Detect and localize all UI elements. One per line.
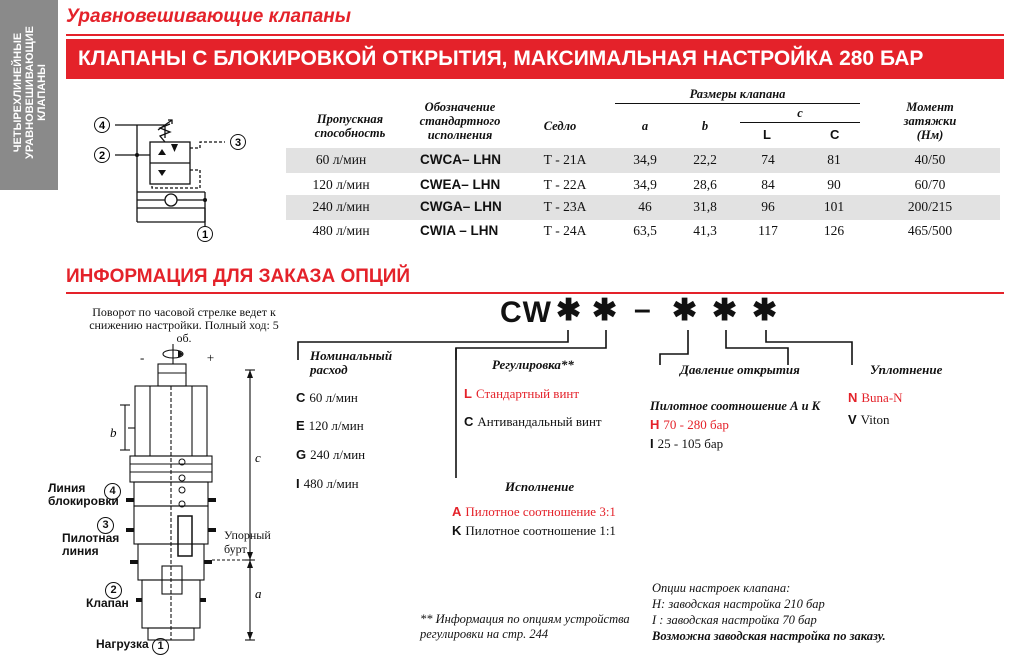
cell-seat: Т - 22А	[543, 177, 587, 192]
adjust-option: L Стандартный винт	[464, 386, 580, 401]
adjust-heading: Регулировка**	[492, 357, 574, 372]
header-L: L	[763, 127, 771, 142]
cell-C: 81	[827, 152, 841, 167]
header-designation: Обозначение стандартного исполнения	[419, 100, 501, 142]
rotation-plus: +	[206, 350, 215, 365]
order-title: ИНФОРМАЦИЯ ДЛЯ ЗАКАЗА ОПЦИЙ	[66, 266, 411, 287]
design-heading: Исполнение	[505, 479, 575, 494]
cell-b: 22,2	[693, 152, 717, 167]
header-b: b	[701, 119, 709, 133]
header-seat: Седло	[543, 119, 577, 133]
banner	[66, 39, 1004, 79]
settings-note: Возможна заводская настройка по заказу.	[652, 629, 886, 643]
table-row	[286, 219, 1000, 244]
header-flow: Пропускная способность	[314, 112, 386, 140]
title-rule	[66, 34, 1004, 36]
cell-flow: 480 л/мин	[312, 223, 370, 238]
code-dash: –	[634, 293, 651, 326]
cell-L: 117	[758, 223, 778, 238]
adjust-option: C Антивандальный винт	[464, 414, 602, 429]
seal-option: V Viton	[848, 412, 890, 427]
valve-label: Клапан	[86, 596, 129, 610]
code-star-5: ✱	[752, 294, 778, 327]
lock-port-badge: 4	[104, 481, 119, 496]
cell-seat: Т - 21А	[543, 152, 587, 167]
cell-L: 74	[761, 152, 775, 167]
seal-option: N Buna-N	[848, 390, 903, 405]
cell-C: 126	[823, 223, 845, 238]
rotation-minus: -	[140, 350, 145, 365]
side-tab-label: ЧЕТЫРЕХЛИНЕЙНЫЕ УРАВНОВЕШИВАЮЩИЕ КЛАПАНЫ	[12, 26, 48, 159]
code-star-3: ✱	[672, 294, 698, 327]
cell-code: CWEA– LHN	[420, 177, 501, 192]
rotation-note: Поворот по часовой стрелке ведет к снижению настройки. Полный ход: 5 об.	[89, 305, 279, 345]
cell-b: 28,6	[693, 177, 717, 192]
cell-b: 41,3	[693, 223, 717, 238]
cell-a: 34,9	[633, 152, 657, 167]
load-port-badge: 1	[152, 636, 169, 655]
settings-h: H: заводская настройка 210 бар	[652, 597, 825, 611]
valve-port-badge: 2	[105, 580, 122, 599]
dim-a-label: a	[255, 586, 262, 601]
c-rule	[740, 122, 860, 123]
dims-rule	[615, 103, 860, 104]
nominal-option: C 60 л/мин	[296, 390, 358, 405]
header-torque: Момент затяжки (Нм)	[903, 100, 957, 142]
stop-collar-label: Упорный бурт	[224, 528, 271, 556]
cell-code: CWCA– LHN	[420, 152, 501, 167]
cell-b: 31,8	[693, 199, 717, 214]
design-option: A Пилотное соотношение 3:1	[452, 504, 616, 519]
nominal-option: G 240 л/мин	[296, 447, 366, 462]
cell-C: 101	[823, 199, 845, 214]
cell-a: 46	[638, 199, 652, 214]
hydraulic-schematic	[90, 100, 270, 245]
cell-torque: 60/70	[914, 177, 946, 192]
port-3-label: 3	[234, 137, 242, 149]
header-C: C	[830, 127, 840, 142]
header-c: c	[797, 106, 803, 120]
cell-flow: 240 л/мин	[312, 199, 370, 214]
port-1-label: 1	[201, 229, 209, 241]
nominal-option: I 480 л/мин	[296, 476, 359, 491]
cell-code: CWIA – LHN	[420, 223, 499, 238]
model-code-prefix: CW	[500, 296, 552, 329]
banner-text: КЛАПАНЫ С БЛОКИРОВКОЙ ОТКРЫТИЯ, МАКСИМАЛЬНАЯ НАСТРОЙКА 280 БАР	[78, 47, 924, 70]
cell-torque: 40/50	[914, 152, 946, 167]
pilot-port-badge: 3	[97, 515, 114, 534]
cell-torque: 200/215	[907, 199, 953, 214]
seal-heading: Уплотнение	[870, 362, 943, 377]
pressure-sub: Пилотное соотношение А и К	[650, 399, 821, 413]
code-star-2: ✱	[592, 294, 618, 327]
pressure-heading: Давление открытия	[680, 362, 800, 377]
cell-C: 90	[827, 177, 841, 192]
cell-flow: 120 л/мин	[312, 177, 370, 192]
header-dims: Размеры клапана	[689, 87, 786, 101]
cell-L: 84	[761, 177, 775, 192]
nominal-option: E 120 л/мин	[296, 418, 364, 433]
settings-title: Опции настроек клапана:	[652, 581, 791, 595]
lock-line-label: Линия блокировки	[48, 481, 119, 508]
table-row	[286, 148, 1000, 173]
settings-i: I : заводская настройка 70 бар	[652, 613, 817, 627]
code-star-1: ✱	[556, 294, 582, 327]
pilot-line-label: Пилотная линия	[62, 531, 120, 558]
cell-a: 63,5	[633, 223, 657, 238]
table-row	[286, 195, 1000, 220]
order-rule	[66, 292, 1004, 294]
side-tab	[0, 0, 58, 190]
section-title: Уравновешивающие клапаны	[66, 6, 351, 27]
port-4-label: 4	[98, 120, 106, 132]
code-star-4: ✱	[712, 294, 738, 327]
dim-b-label: b	[110, 425, 117, 440]
cell-a: 34,9	[633, 177, 657, 192]
cell-seat: Т - 24А	[543, 223, 587, 238]
dim-c-label: c	[255, 450, 261, 465]
header-a: a	[641, 119, 649, 133]
footnote: ** Информация по опциям устройства регулировки на стр. 244	[420, 612, 630, 641]
cell-torque: 465/500	[907, 223, 953, 238]
port-2-label: 2	[98, 150, 106, 162]
nominal-heading: Номинальный расход	[310, 348, 393, 377]
cell-code: CWGA– LHN	[420, 199, 502, 214]
design-option: K Пилотное соотношение 1:1	[452, 523, 616, 538]
cell-seat: Т - 23А	[543, 199, 587, 214]
cell-L: 96	[761, 199, 775, 214]
pressure-option: I 25 - 105 бар	[650, 436, 724, 451]
load-label: Нагрузка	[96, 637, 149, 651]
cell-flow: 60 л/мин	[315, 152, 367, 167]
pressure-option: H 70 - 280 бар	[650, 417, 729, 432]
